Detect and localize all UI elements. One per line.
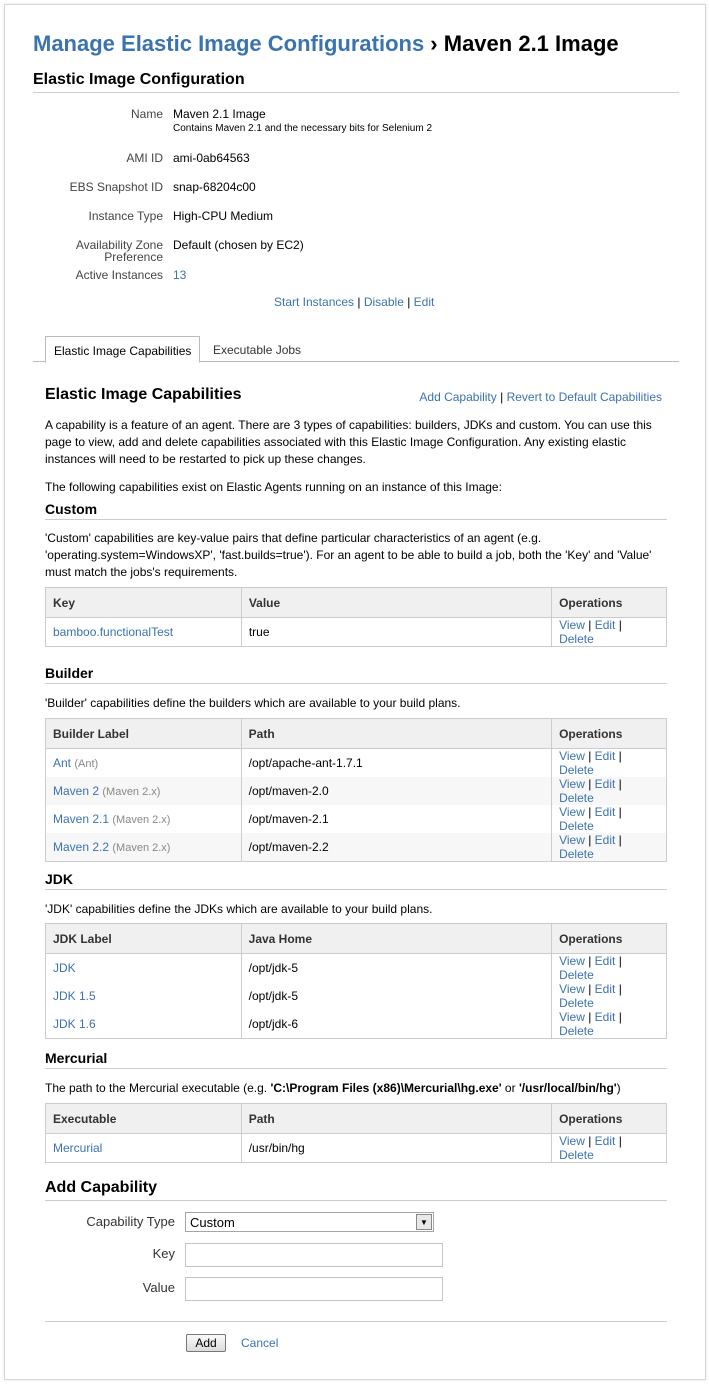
op-separator: | bbox=[584, 618, 595, 632]
row-operations bbox=[552, 954, 667, 983]
capabilities-links bbox=[419, 390, 662, 404]
edit-link[interactable]: Edit bbox=[594, 777, 616, 791]
column-header: Operations bbox=[552, 924, 667, 954]
mercurial-label-link[interactable]: Mercurial bbox=[53, 1141, 103, 1155]
builder-type: (Maven 2.x) bbox=[112, 814, 171, 826]
mercurial-heading: Mercurial bbox=[45, 1050, 667, 1069]
mercurial-desc-pre: The path to the Mercurial executable (e.g. bbox=[45, 1081, 271, 1095]
builder-type: (Maven 2.x) bbox=[112, 842, 171, 854]
table-row bbox=[46, 982, 667, 1010]
column-header: Operations bbox=[552, 1104, 667, 1134]
table-header-row bbox=[46, 588, 667, 618]
builder-path: /opt/maven-2.2 bbox=[248, 840, 329, 854]
builder-type: (Maven 2.x) bbox=[102, 786, 161, 798]
ebs-label: EBS Snapshot ID bbox=[69, 180, 163, 194]
view-link[interactable]: View bbox=[559, 777, 585, 791]
builder-type: (Ant) bbox=[74, 758, 99, 770]
builder-label-link[interactable]: Maven 2.2 bbox=[53, 840, 110, 854]
delete-link[interactable]: Delete bbox=[559, 1024, 594, 1038]
custom-description: 'Custom' capabilities are key-value pairs that define particular characteristics of an agent (e.g. 'operating.system=WindowsXP', 'fast.builds=true'). For an agent to be able to build a job, both the 'Key' and 'Value' must match the jobs's requirements. bbox=[45, 531, 652, 579]
column-header: Operations bbox=[552, 588, 667, 618]
form-divider bbox=[45, 1321, 667, 1322]
ebs-value: snap-68204c00 bbox=[173, 180, 256, 194]
view-link[interactable]: View bbox=[559, 982, 585, 996]
row-operations bbox=[552, 982, 667, 1010]
value-label: Value bbox=[142, 1280, 175, 1295]
capability-type-select[interactable] bbox=[185, 1212, 434, 1232]
delete-link[interactable]: Delete bbox=[559, 819, 594, 833]
table-row bbox=[46, 1134, 667, 1163]
capabilities-intro: A capability is a feature of an agent. There are 3 types of capabilities: builders, JDKs and custom. You can use this page to view, add and delete capabilities associated with this Elastic Image Configuration. Any existing elastic instances will need to be restarted to pick up these changes. bbox=[45, 418, 652, 466]
cancel-link[interactable]: Cancel bbox=[241, 1336, 279, 1350]
op-separator: | bbox=[615, 1010, 622, 1024]
zone-value: Default (chosen by EC2) bbox=[173, 238, 304, 252]
op-separator: | bbox=[584, 749, 595, 763]
column-header: Key bbox=[46, 588, 242, 618]
breadcrumb-separator: › bbox=[424, 31, 444, 56]
table-row bbox=[46, 749, 667, 778]
table-row bbox=[46, 833, 667, 862]
column-header: Value bbox=[241, 588, 551, 618]
jdk-label-link[interactable]: JDK bbox=[53, 961, 76, 975]
mercurial-description bbox=[45, 1080, 670, 1097]
jdk-heading: JDK bbox=[45, 871, 667, 890]
builder-label-link[interactable]: Maven 2.1 bbox=[53, 812, 110, 826]
op-separator: | bbox=[615, 618, 622, 632]
tab-executable-jobs[interactable]: Executable Jobs bbox=[213, 343, 302, 357]
jdk-label-link[interactable]: JDK 1.6 bbox=[53, 1017, 96, 1031]
active-instances-link[interactable]: 13 bbox=[173, 268, 187, 282]
edit-config-link[interactable]: Edit bbox=[413, 295, 435, 309]
op-separator: | bbox=[584, 982, 595, 996]
jdk-path: /opt/jdk-5 bbox=[248, 989, 299, 1003]
view-link[interactable]: View bbox=[559, 749, 585, 763]
disable-link[interactable]: Disable bbox=[363, 295, 404, 309]
table-row bbox=[46, 1010, 667, 1039]
op-separator: | bbox=[584, 777, 595, 791]
builder-path: /opt/maven-2.1 bbox=[248, 812, 329, 826]
capability-key-link[interactable]: bamboo.functionalTest bbox=[53, 625, 174, 639]
capabilities-exist-text: The following capabilities exist on Elastic Agents running on an instance of this Image: bbox=[45, 480, 502, 494]
instance-type-value: High-CPU Medium bbox=[173, 209, 274, 223]
column-header: Java Home bbox=[241, 924, 551, 954]
page-title bbox=[33, 31, 619, 57]
edit-link[interactable]: Edit bbox=[594, 1010, 616, 1024]
action-separator: | bbox=[354, 295, 364, 309]
view-link[interactable]: View bbox=[559, 1010, 585, 1024]
name-description: Contains Maven 2.1 and the necessary bits for Selenium 2 bbox=[173, 123, 433, 134]
op-separator: | bbox=[615, 954, 622, 968]
config-actions bbox=[274, 295, 434, 309]
delete-link[interactable]: Delete bbox=[559, 968, 594, 982]
op-separator: | bbox=[584, 954, 595, 968]
mercurial-path: /usr/bin/hg bbox=[248, 1141, 305, 1155]
builder-heading: Builder bbox=[45, 665, 667, 684]
value-input[interactable] bbox=[185, 1277, 443, 1301]
op-separator: | bbox=[615, 1134, 622, 1148]
table-header-row bbox=[46, 924, 667, 954]
op-separator: | bbox=[615, 749, 622, 763]
table-row bbox=[46, 777, 667, 805]
start-instances-link[interactable]: Start Instances bbox=[274, 295, 355, 309]
view-link[interactable]: View bbox=[559, 954, 585, 968]
builder-description: 'Builder' capabilities define the builders which are available to your build plans. bbox=[45, 696, 461, 710]
view-link[interactable]: View bbox=[559, 618, 585, 632]
builder-path: /opt/apache-ant-1.7.1 bbox=[248, 756, 363, 770]
jdk-description: 'JDK' capabilities define the JDKs which are available to your build plans. bbox=[45, 902, 433, 916]
edit-link[interactable]: Edit bbox=[594, 749, 616, 763]
key-label: Key bbox=[152, 1246, 175, 1261]
breadcrumb-manage-configs[interactable]: Manage Elastic Image Configurations bbox=[33, 31, 425, 56]
ami-label: AMI ID bbox=[126, 151, 163, 165]
delete-link[interactable]: Delete bbox=[559, 996, 594, 1010]
zone-label-line2: Preference bbox=[104, 250, 163, 264]
delete-link[interactable]: Delete bbox=[559, 763, 594, 777]
row-operations bbox=[552, 777, 667, 805]
key-input[interactable] bbox=[185, 1243, 443, 1267]
delete-link[interactable]: Delete bbox=[559, 632, 594, 646]
op-separator: | bbox=[615, 805, 622, 819]
capability-value: true bbox=[248, 625, 270, 639]
op-separator: | bbox=[584, 805, 595, 819]
table-header-row bbox=[46, 719, 667, 749]
table-row bbox=[46, 618, 667, 647]
mercurial-desc-post: ) bbox=[616, 1081, 621, 1095]
view-link[interactable]: View bbox=[559, 1134, 585, 1148]
ami-value: ami-0ab64563 bbox=[173, 151, 250, 165]
tab-bar bbox=[33, 336, 679, 362]
edit-link[interactable]: Edit bbox=[594, 833, 616, 847]
delete-link[interactable]: Delete bbox=[559, 847, 594, 861]
edit-link[interactable]: Edit bbox=[594, 1134, 616, 1148]
column-header: Operations bbox=[552, 719, 667, 749]
config-heading: Elastic Image Configuration bbox=[33, 71, 679, 93]
edit-link[interactable]: Edit bbox=[594, 954, 616, 968]
mercurial-table bbox=[45, 1103, 667, 1163]
jdk-path: /opt/jdk-5 bbox=[248, 961, 299, 975]
op-separator: | bbox=[615, 982, 622, 996]
row-operations bbox=[552, 749, 667, 778]
row-operations bbox=[552, 618, 667, 647]
zone-label-line1: Availability Zone bbox=[75, 238, 163, 252]
row-operations bbox=[552, 1010, 667, 1039]
table-header-row bbox=[46, 1104, 667, 1134]
builder-path: /opt/maven-2.0 bbox=[248, 784, 329, 798]
op-separator: | bbox=[615, 777, 622, 791]
chevron-down-icon[interactable]: ▼ bbox=[416, 1214, 432, 1230]
column-header: JDK Label bbox=[46, 924, 242, 954]
row-operations bbox=[552, 833, 667, 862]
op-separator: | bbox=[584, 1010, 595, 1024]
op-separator: | bbox=[584, 1134, 595, 1148]
add-capability-heading: Add Capability bbox=[45, 1179, 667, 1201]
mercurial-example-unix: '/usr/local/bin/hg' bbox=[518, 1081, 617, 1095]
image-title: Maven 2.1 Image bbox=[443, 31, 619, 56]
instance-type-label: Instance Type bbox=[88, 209, 163, 223]
link-separator: | bbox=[496, 390, 507, 404]
capabilities-heading: Elastic Image Capabilities bbox=[45, 386, 242, 403]
edit-link[interactable]: Edit bbox=[594, 982, 616, 996]
add-capability-link[interactable]: Add Capability bbox=[419, 390, 497, 404]
custom-heading: Custom bbox=[45, 501, 667, 520]
jdk-table bbox=[45, 923, 667, 1039]
builder-table bbox=[45, 718, 667, 862]
action-separator: | bbox=[403, 295, 414, 309]
active-instances-label: Active Instances bbox=[75, 268, 163, 282]
op-separator: | bbox=[584, 833, 595, 847]
add-button[interactable]: Add bbox=[186, 1334, 226, 1352]
mercurial-example-windows: 'C:\Program Files (x86)\Mercurial\hg.exe' bbox=[270, 1081, 502, 1095]
jdk-path: /opt/jdk-6 bbox=[248, 1017, 299, 1031]
view-link[interactable]: View bbox=[559, 833, 585, 847]
capability-type-value: Custom bbox=[190, 1215, 235, 1230]
jdk-label-link[interactable]: JDK 1.5 bbox=[53, 989, 96, 1003]
mercurial-desc-mid: or bbox=[501, 1081, 519, 1095]
revert-capabilities-link[interactable]: Revert to Default Capabilities bbox=[506, 390, 662, 404]
row-operations bbox=[552, 1134, 667, 1163]
op-separator: | bbox=[615, 833, 622, 847]
table-row bbox=[46, 954, 667, 983]
delete-link[interactable]: Delete bbox=[559, 791, 594, 805]
name-value-block bbox=[173, 107, 432, 136]
column-header: Builder Label bbox=[46, 719, 242, 749]
edit-link[interactable]: Edit bbox=[594, 618, 616, 632]
delete-link[interactable]: Delete bbox=[559, 1148, 594, 1162]
column-header: Path bbox=[241, 719, 551, 749]
view-link[interactable]: View bbox=[559, 805, 585, 819]
column-header: Executable bbox=[46, 1104, 242, 1134]
tab-elastic-image-capabilities[interactable]: Elastic Image Capabilities bbox=[45, 336, 200, 363]
column-header: Path bbox=[241, 1104, 551, 1134]
row-operations bbox=[552, 805, 667, 833]
capability-type-label: Capability Type bbox=[86, 1214, 175, 1229]
name-label: Name bbox=[130, 107, 163, 121]
custom-table bbox=[45, 587, 667, 647]
edit-link[interactable]: Edit bbox=[594, 805, 616, 819]
table-row bbox=[46, 805, 667, 833]
builder-label-link[interactable]: Maven 2 bbox=[53, 784, 100, 798]
name-value: Maven 2.1 Image bbox=[173, 107, 266, 121]
builder-label-link[interactable]: Ant bbox=[53, 756, 72, 770]
